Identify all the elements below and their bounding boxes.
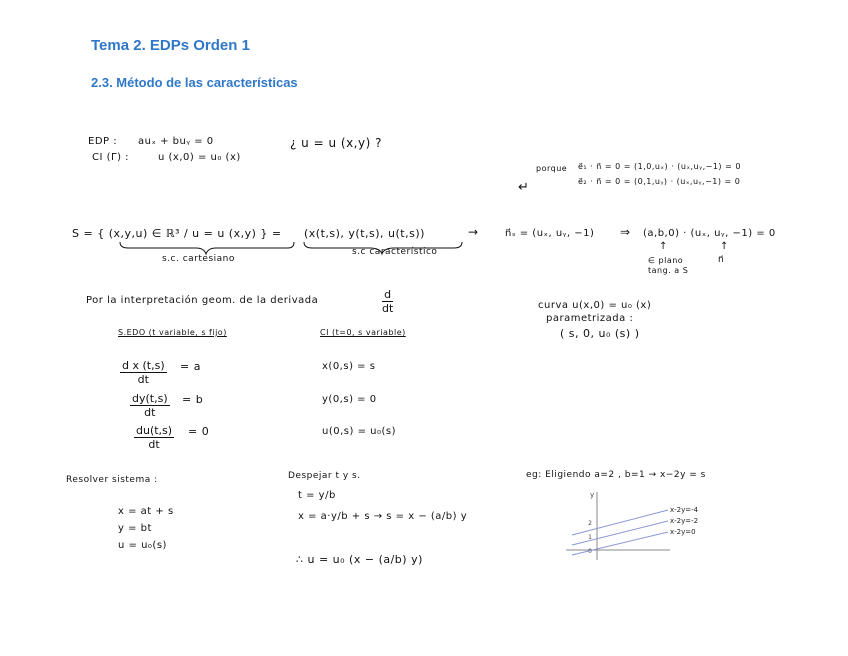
characteristic-line — [572, 510, 668, 535]
interpretation-text: Por la interpretación geom. de la derivada — [86, 295, 319, 306]
edp-equation: auₓ + buᵧ = 0 — [138, 136, 214, 147]
plano-label: ∈ plano — [648, 256, 684, 265]
curva-line-2: parametrizada : — [546, 313, 634, 324]
normal-vector-label: n⃗ — [718, 255, 725, 265]
section-subtitle: 2.3. Método de las características — [91, 75, 298, 90]
tick-label: 2 — [588, 520, 592, 527]
ode-y-rhs: = b — [182, 393, 204, 406]
up-arrow-icon: ↑ — [720, 241, 729, 252]
porque-label: porque — [536, 164, 568, 173]
despejar-label: Despejar t y s. — [288, 471, 361, 481]
ci-label: CI (Γ) : — [92, 152, 130, 163]
ode-u-rhs: = 0 — [188, 425, 210, 438]
s-equation: x = a·y/b + s → s = x − (a/b) y — [298, 511, 468, 522]
derivative-fraction: $\frac{d}{dt}$ — [382, 288, 394, 315]
sc-characteristic-label: s.c característico — [352, 247, 438, 257]
tang-label: tang. a S — [648, 266, 689, 275]
curva-line-3: ( s, 0, u₀ (s) ) — [560, 327, 640, 340]
solution-x: x = at + s — [118, 506, 174, 517]
ode-x-fraction: $\frac{\text{d x (t,s)}}{dt}$ — [122, 359, 165, 386]
surface-set: S = { (x,y,u) ∈ ℝ³ / u = u (x,y) } = — [72, 227, 282, 240]
example-text: eg: Eligiendo a=2 , b=1 → x−2y = s — [526, 470, 706, 480]
up-arrow-icon: ↑ — [659, 241, 668, 252]
right-arrow-icon: → — [468, 225, 479, 239]
porque-line-1: e⃗₁ · n⃗ = 0 = (1,0,uₓ) · (uₓ,uᵧ,−1) = 0 — [578, 162, 741, 171]
dot-product-eq: (a,b,0) · (uₓ, uᵧ, −1) = 0 — [643, 228, 776, 239]
sc-cartesian-label: s.c. cartesiano — [162, 254, 235, 264]
t-equation: t = y/b — [298, 490, 336, 501]
sedo-heading: S.EDO (t variable, s fijo) — [118, 328, 227, 337]
underbrace-cartesian — [120, 242, 294, 254]
normal-vector-eq: n⃗ₛ = (uₓ, uᵧ, −1) — [505, 228, 595, 239]
ci-equation: u (x,0) = u₀ (x) — [158, 152, 241, 163]
tick-label: 0 — [588, 548, 592, 555]
solution-u: u = u₀(s) — [118, 540, 167, 551]
characteristic-line — [572, 532, 668, 555]
ci-u: u(0,s) = u₀(s) — [322, 426, 396, 437]
surface-parametrization: (x(t,s), y(t,s), u(t,s)) — [304, 227, 425, 240]
ode-x-rhs: = a — [180, 360, 201, 373]
porque-line-2: e⃗₂ · n⃗ = 0 = (0,1,uᵧ) · (uₓ,uᵧ,−1) = 0 — [578, 177, 741, 186]
ode-u-fraction: $\frac{du(t,s)}{dt}$ — [136, 424, 173, 451]
implies-arrow-icon: ⇒ — [620, 225, 631, 239]
ci-heading: CI (t=0, s variable) — [320, 328, 406, 337]
curva-line-1: curva u(x,0) = u₀ (x) — [538, 300, 652, 311]
resolver-label: Resolver sistema : — [66, 475, 158, 485]
tick-label: 1 — [588, 534, 592, 541]
question-text: ¿ u = u (x,y) ? — [290, 136, 382, 150]
final-solution: ∴ u = u₀ (x − (a/b) y) — [296, 553, 423, 566]
ci-y: y(0,s) = 0 — [322, 394, 377, 405]
page-title: Tema 2. EDPs Orden 1 — [91, 37, 250, 54]
ci-x: x(0,s) = s — [322, 361, 376, 372]
edp-label: EDP : — [88, 136, 118, 147]
ode-y-fraction: $\frac{dy(t,s)}{dt}$ — [132, 392, 168, 419]
solution-y: y = bt — [118, 523, 152, 534]
y-axis-label: y — [590, 491, 595, 499]
line-label: x-2y=-4 — [670, 506, 699, 514]
down-arrow-icon: ↵ — [518, 180, 530, 195]
line-label: x-2y=-2 — [670, 517, 699, 525]
characteristic-lines-plot — [560, 488, 720, 568]
line-label: x-2y=0 — [670, 528, 696, 536]
characteristic-line — [572, 521, 668, 545]
